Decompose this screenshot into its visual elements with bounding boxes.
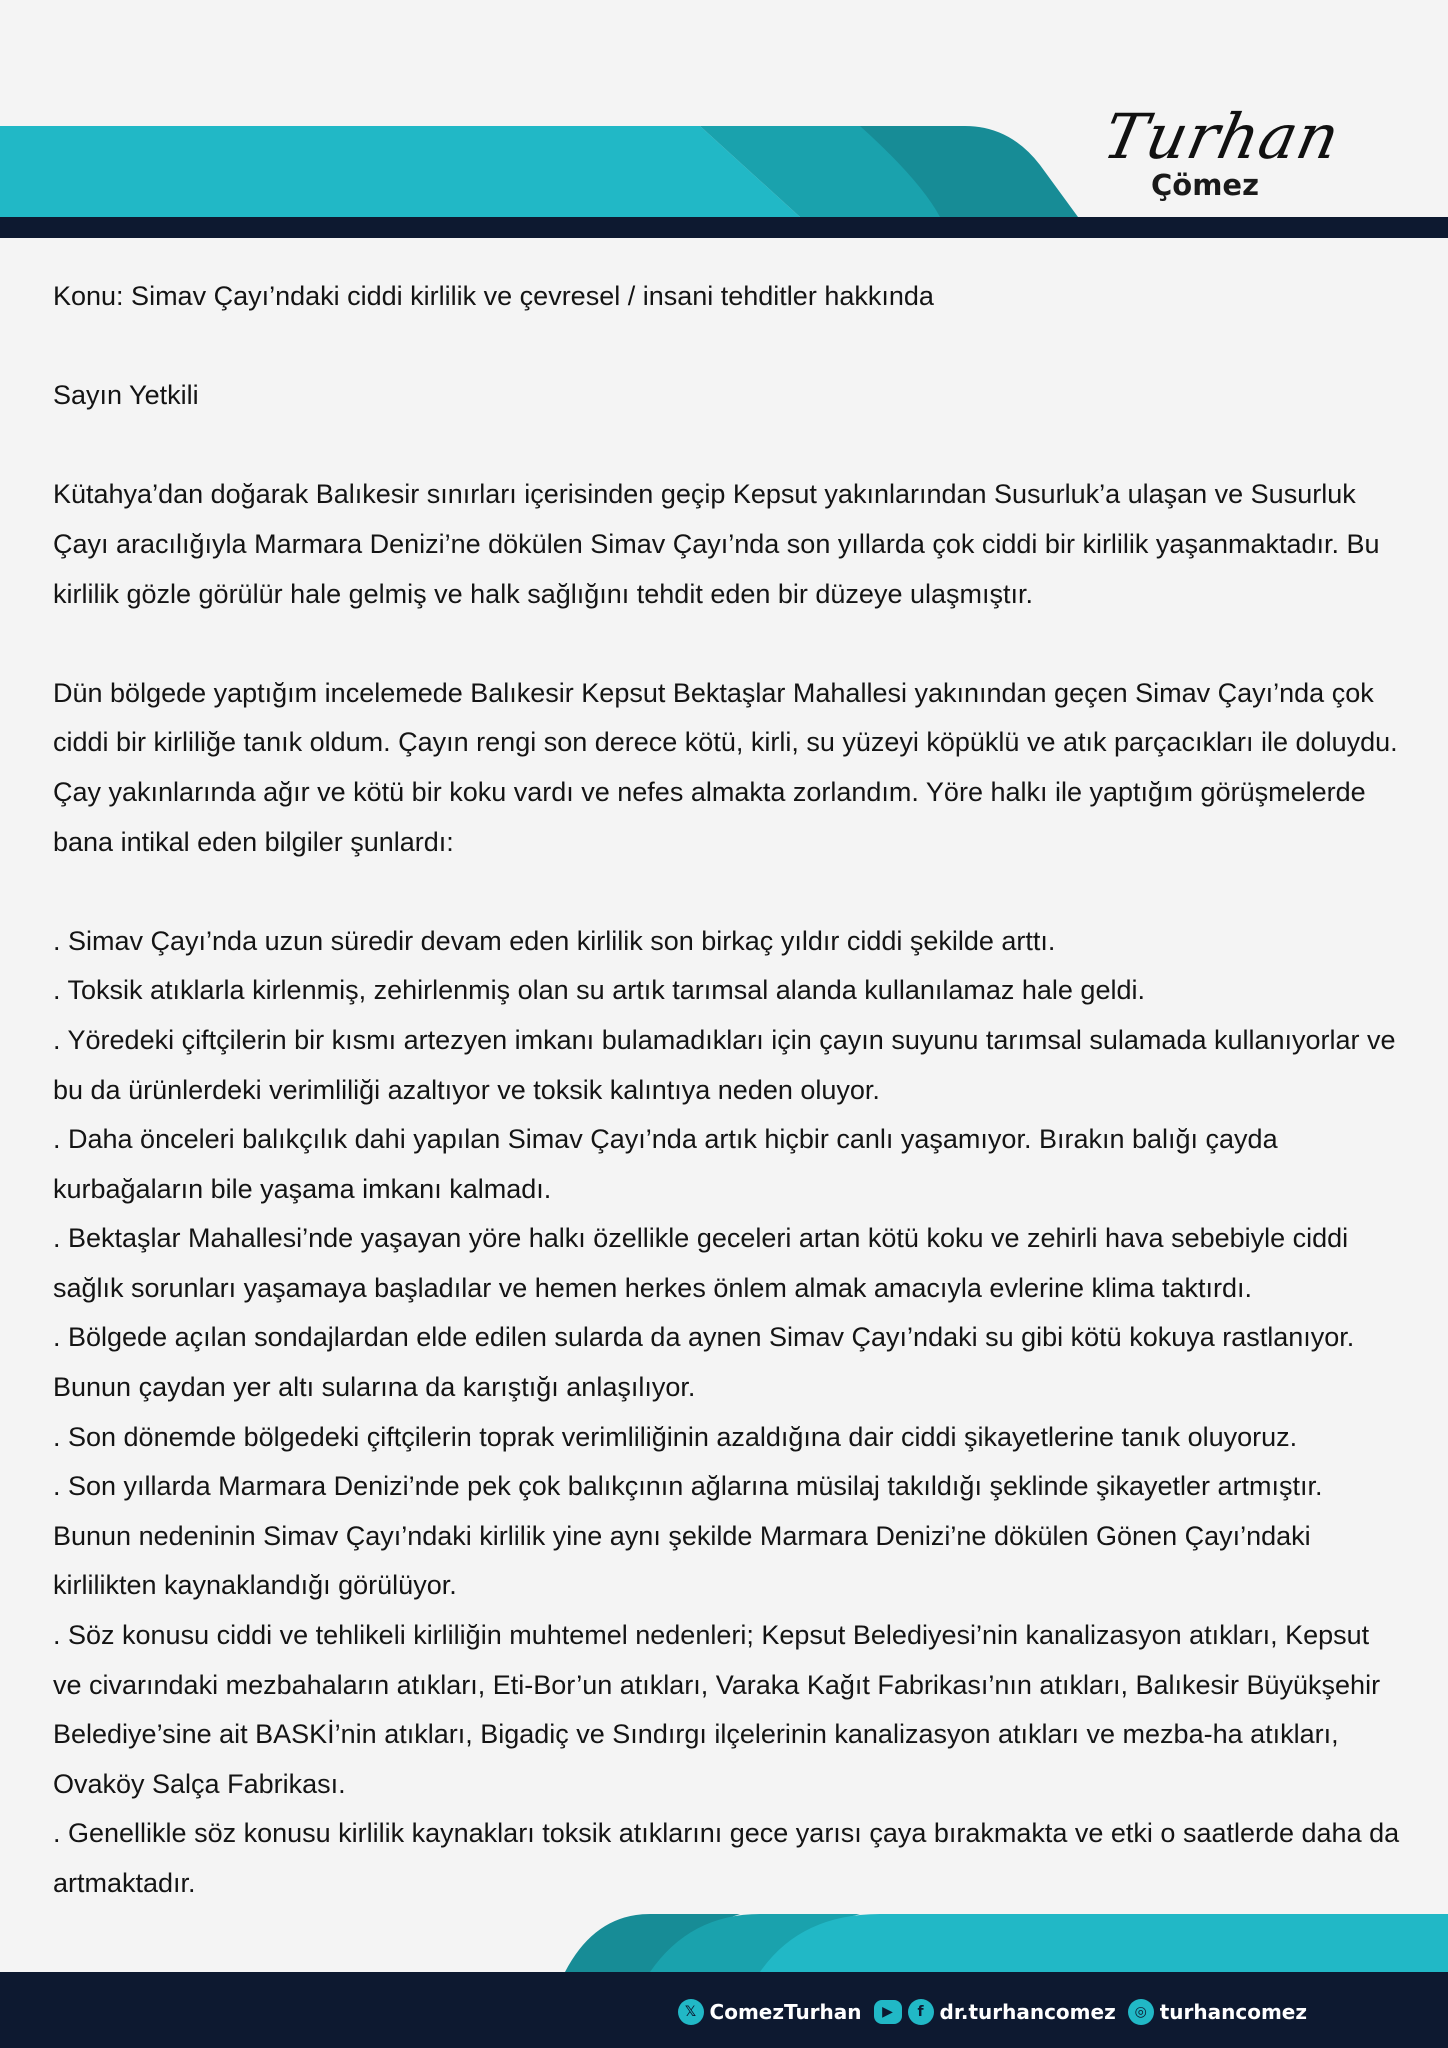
letter-paragraph: Dün bölgede yaptığım incelemede Balıkesir Kepsut Bektaşlar Mahallesi yakınından geçen Simav Çayı’nda çok ciddi bir kirliliğe tanık oldum. Çayın rengi son derece kötü, kirli, su yüzeyi köpüklü ve atık parçacıkları ile doluydu. Çay yakınlarında ağır ve kötü bir koku vardı ve nefes almakta zorlandım. Yöre halkı ile yaptığım görüşmelerde bana intikal eden bilgiler şunlardı: bbox=[53, 677, 1398, 857]
letter-salutation: Sayın Yetkili bbox=[53, 380, 199, 411]
list-item: . Simav Çayı’nda uzun süredir devam eden kirlilik son birkaç yıldır ciddi şekilde arttı. bbox=[53, 925, 1056, 956]
youtube-icon[interactable]: ▶ bbox=[874, 2000, 902, 2024]
footer-band bbox=[0, 1910, 1448, 2048]
x-twitter-icon[interactable]: 𝕏 bbox=[678, 1999, 704, 2025]
list-item: . Söz konusu ciddi ve tehlikeli kirliliğin muhtemel nedenleri; Kepsut Belediyesi’nin kanalizasyon atıkları, Kepsut ve civarındaki mezbahaların atıkları, Eti-Bor’un atıkları, Varaka Kağıt Fabrikası’nın atıkları, Balıkesir Büyükşehir Belediye’sine ait BASKİ’nin atıkları, Bigadiç ve Sındırgı ilçelerinin kanalizasyon atıkları ve mezba-ha atıkları, Ovaköy Salça Fabrikası. bbox=[53, 1620, 1381, 1799]
social-handle-x[interactable]: ComezTurhan bbox=[709, 2000, 862, 2024]
list-item: . Genellikle söz konusu kirlilik kaynakları toksik atıklarını gece yarısı çaya bırakmakta ve etki o saatlerde daha da artmaktadır. bbox=[53, 1818, 1400, 1898]
letter-paragraph: Kütahya’dan doğarak Balıkesir sınırları içerisinden geçip Kepsut yakınlarından Susurluk’a ulaşan ve Susurluk Çayı aracılığıyla Marmara Denizi’ne dökülen Simav Çayı’nda son yıllarda çok ciddi bir kirlilik yaşanmaktadır. Bu kirlilik gözle görülür hale gelmiş ve halk sağlığını tehdit eden bir düzeye ulaşmıştır. bbox=[53, 479, 1380, 609]
list-item: . Yöredeki çiftçilerin bir kısmı artezyen imkanı bulamadıkları için çayın suyunu tarımsal sulamada kullanıyorlar ve bu da ürünlerdeki verimliliği azaltıyor ve toksik kalıntıya neden oluyor. bbox=[53, 1024, 1396, 1105]
signature-logo bbox=[1097, 92, 1347, 212]
letter-subject: Konu: Simav Çayı’ndaki ciddi kirlilik ve çevresel / insani tehditler hakkında bbox=[53, 281, 934, 311]
letter-body bbox=[53, 272, 1403, 1909]
social-handle-facebook[interactable]: dr.turhancomez bbox=[939, 2000, 1116, 2024]
list-item: . Bektaşlar Mahallesi’nde yaşayan yöre halkı özellikle geceleri artan kötü koku ve zehirli hava sebebiyle ciddi sağlık sorunları yaşamaya başladılar ve hemen herkes önlem almak amacıyla evlerine klima taktırdı. bbox=[53, 1223, 1349, 1303]
logo-surname: Çömez bbox=[1151, 168, 1259, 202]
header-navy-rule bbox=[0, 217, 1448, 238]
list-item: . Son dönemde bölgedeki çiftçilerin toprak verimliliğinin azaldığına dair ciddi şikayetlerine tanık oluyoruz. bbox=[53, 1421, 1298, 1452]
list-item: . Son yıllarda Marmara Denizi’nde pek çok balıkçının ağlarına müsilaj takıldığı şeklinde şikayetler artmıştır. Bunun nedeninin Simav Çayı’ndaki kirlilik yine aynı şekilde Marmara Denizi’ne dökülen Gönen Çayı’ndaki kirlilikten kaynaklandığı görülüyor. bbox=[53, 1471, 1323, 1601]
facebook-icon[interactable]: f bbox=[908, 1999, 934, 2025]
logo-script-name: Turhan bbox=[1097, 100, 1347, 173]
list-item: . Bölgede açılan sondajlardan elde edilen sularda da aynen Simav Çayı’ndaki su gibi kötü kokuya rastlanıyor. Bunun çaydan yer altı sularına da karıştığı anlaşılıyor. bbox=[53, 1322, 1355, 1403]
footer-teal-band bbox=[760, 1914, 1448, 1972]
list-item: . Daha önceleri balıkçılık dahi yapılan Simav Çayı’nda artık hiçbir canlı yaşamıyor. Bırakın balığı çayda kurbağaların bile yaşama imkanı kalmadı. bbox=[53, 1124, 1278, 1204]
header-teal-band bbox=[0, 126, 800, 217]
instagram-icon[interactable]: ◎ bbox=[1128, 1999, 1154, 2025]
social-handle-instagram[interactable]: turhancomez bbox=[1159, 2000, 1307, 2024]
list-item: . Toksik atıklarla kirlenmiş, zehirlenmiş olan su artık tarımsal alanda kullanılamaz hale geldi. bbox=[53, 975, 1145, 1006]
